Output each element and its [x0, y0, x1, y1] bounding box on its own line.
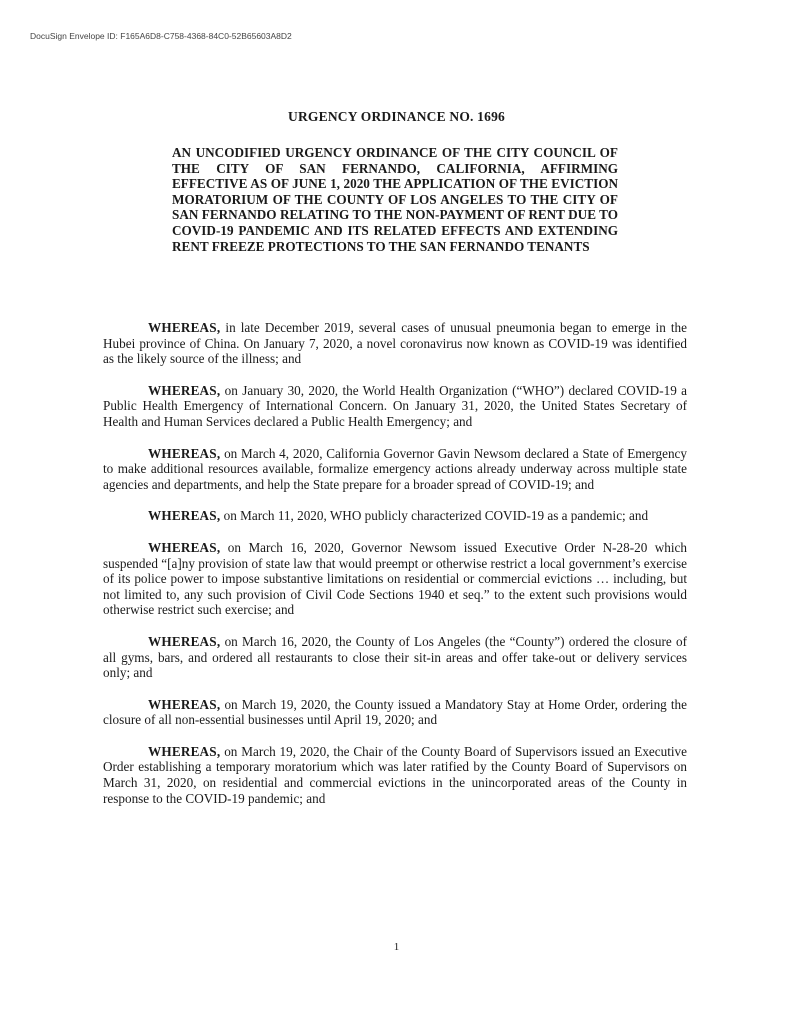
whereas-lead: WHEREAS, — [148, 320, 221, 335]
ordinance-subject: AN UNCODIFIED URGENCY ORDINANCE OF THE CITY COUNCIL OF THE CITY OF SAN FERNANDO, CALIFORNIA, AFFIRMING EFFECTIVE AS OF JUNE 1, 2020 THE APPLICATION OF THE EVICTION MORATORIUM OF THE COUNTY OF LOS ANGELES TO THE CITY OF SAN FERNANDO RELATING TO THE NON-PAYMENT OF RENT DUE TO COVID-19 PANDEMIC AND ITS RELATED EFFECTS AND EXTENDING RENT FREEZE PROTECTIONS TO THE SAN FERNANDO TENANTS — [172, 145, 618, 254]
whereas-lead: WHEREAS, — [148, 445, 221, 461]
whereas-paragraph — [103, 634, 687, 681]
whereas-paragraph — [103, 540, 687, 618]
whereas-paragraph — [103, 383, 687, 430]
ordinance-title: URGENCY ORDINANCE NO. 1696 — [288, 109, 505, 124]
whereas-paragraph — [103, 320, 687, 367]
whereas-text: in late December 2019, several cases of unusual pneumonia began to emerge in the Hubei province of China. On January 7, 2020, a novel coronavirus now known as COVID-19 was identified as the likely source of the illness; and — [103, 320, 687, 367]
whereas-text: on March 16, 2020, the County of Los Angeles (the “County”) ordered the closure of all gyms, bars, and ordered all restaurants to close their sit-in areas and offer take-out or delivery services only; and — [103, 633, 687, 681]
whereas-text: on March 19, 2020, the Chair of the County Board of Supervisors issued an Executive Order establishing a temporary moratorium which was later ratified by the County Board of Supervisors on March 31, 2020, on residential and commercial evictions in the unincorporated areas of the County in response to the COVID-19 pandemic; and — [103, 743, 687, 806]
docusign-envelope-id: DocuSign Envelope ID: F165A6D8-C758-4368-84C0-52B65603A8D2 — [30, 31, 292, 41]
whereas-lead: WHEREAS, — [148, 633, 221, 649]
whereas-lead: WHEREAS, — [148, 743, 221, 759]
whereas-lead: WHEREAS, — [148, 382, 221, 398]
whereas-text: on March 19, 2020, the County issued a Mandatory Stay at Home Order, ordering the closure of all non-essential businesses until April 19, 2020; and — [103, 696, 687, 728]
recitals — [103, 320, 687, 822]
whereas-lead: WHEREAS, — [148, 696, 221, 712]
whereas-paragraph — [103, 697, 687, 728]
whereas-text: on March 16, 2020, Governor Newsom issued Executive Order N-28-20 which suspended “[a]ny provision of state law that would preempt or otherwise restrict a local government’s exercise of its police power to impose substantive limitations on residential or commercial evictions … including, but not limited to, any such provision of Civil Code Sections 1940 et seq.” to the extent such provisions would otherwise restrict such exercise; and — [103, 539, 687, 618]
whereas-lead: WHEREAS, — [148, 539, 221, 555]
whereas-text: on March 4, 2020, California Governor Gavin Newsom declared a State of Emergency to make additional resources available, formalize emergency actions already underway across multiple state agencies and departments, and help the State prepare for a broader spread of COVID-19; and — [103, 445, 687, 492]
page-number: 1 — [393, 941, 400, 953]
whereas-paragraph — [103, 508, 687, 524]
whereas-paragraph — [103, 446, 687, 493]
whereas-text: on March 11, 2020, WHO publicly characterized COVID-19 as a pandemic; and — [220, 508, 649, 524]
whereas-paragraph — [103, 744, 687, 806]
whereas-text: on January 30, 2020, the World Health Organization (“WHO”) declared COVID-19 a Public Health Emergency of International Concern. On January 31, 2020, the United States Secretary of Health and Human Services declared a Public Health Emergency; and — [103, 382, 687, 429]
whereas-lead: WHEREAS, — [148, 508, 221, 524]
